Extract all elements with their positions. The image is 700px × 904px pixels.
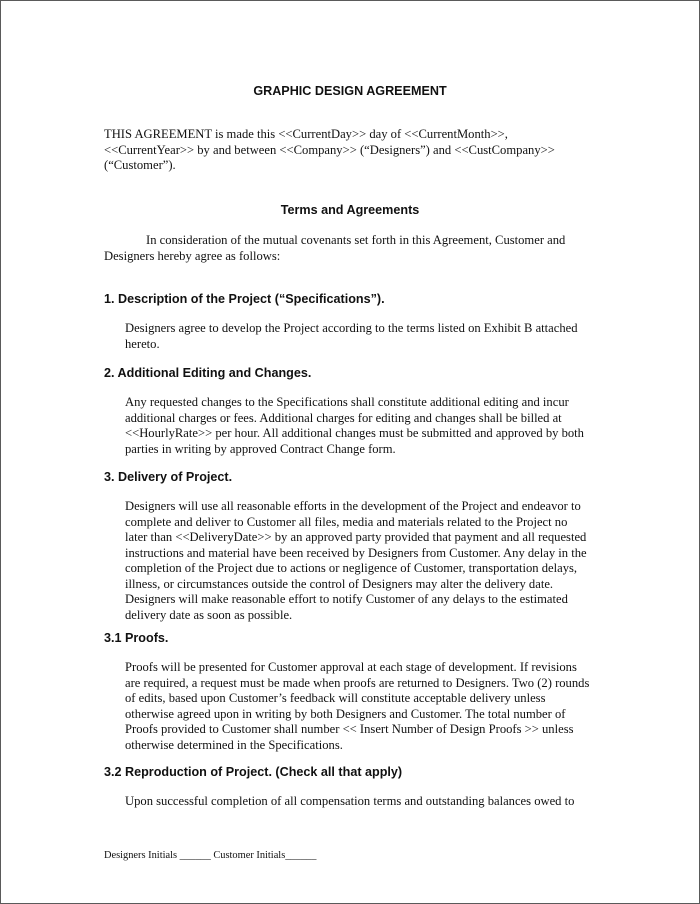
consideration-paragraph: In consideration of the mutual covenants set forth in this Agreement, Customer and Designers hereby agree as follows: — [104, 233, 566, 263]
initials-footer: Designers Initials ______ Customer Initials______ — [104, 850, 317, 861]
section-3-1-heading: 3.1 Proofs. — [104, 631, 169, 645]
terms-subtitle: Terms and Agreements — [280, 203, 420, 217]
section-3-1-body: Proofs will be presented for Customer approval at each stage of development. If revisions are required, a request must be made when proofs are returned to Designers. Two (2) rounds of edits, based upon Customer’s feedback will constitute acceptable delivery unless otherwise agreed upon in writing by both Designers and Customer. The total number of Proofs provided to Customer shall number << Insert Number of Design Proofs >> unless otherwise determined in the Specifications. — [125, 660, 590, 752]
section-2-body: Any requested changes to the Specifications shall constitute additional editing and incur additional charges or fees. Additional charges for editing and changes shall be billed at <<HourlyRate>> per hour. All additional changes must be submitted and approved by both parties in writing by approved Contract Change form. — [125, 395, 584, 456]
section-3-2-body: Upon successful completion of all compensation terms and outstanding balances owed to — [125, 794, 575, 808]
section-1-heading: 1. Description of the Project (“Specifications”). — [104, 292, 385, 306]
section-3-heading: 3. Delivery of Project. — [104, 470, 233, 484]
section-3-2-heading: 3.2 Reproduction of Project. (Check all that apply) — [104, 765, 403, 779]
section-3-body: Designers will use all reasonable efforts in the development of the Project and endeavor to complete and deliver to Customer all files, media and materials related to the Project no later than <<DeliveryDate>> by an approved party provided that payment and all requested instructions and material have been received by Designers from Customer. Any delay in the completion of the Project due to actions or negligence of Customer, transportation delays, illness, or circumstances outside the control of Designers may alter the delivery date. Designers will make reasonable effort to notify Customer of any delays to the estimated delivery date as soon as possible. — [125, 499, 587, 622]
document-title: GRAPHIC DESIGN AGREEMENT — [253, 84, 447, 98]
section-2-heading: 2. Additional Editing and Changes. — [104, 366, 312, 380]
section-1-body: Designers agree to develop the Project according to the terms listed on Exhibit B attached hereto. — [125, 321, 578, 351]
agreement-intro: THIS AGREEMENT is made this <<CurrentDay>> day of <<CurrentMonth>>, <<CurrentYear>> by and between <<Company>> (“Designers”) and <<CustCompany>> (“Customer”). — [104, 127, 555, 172]
